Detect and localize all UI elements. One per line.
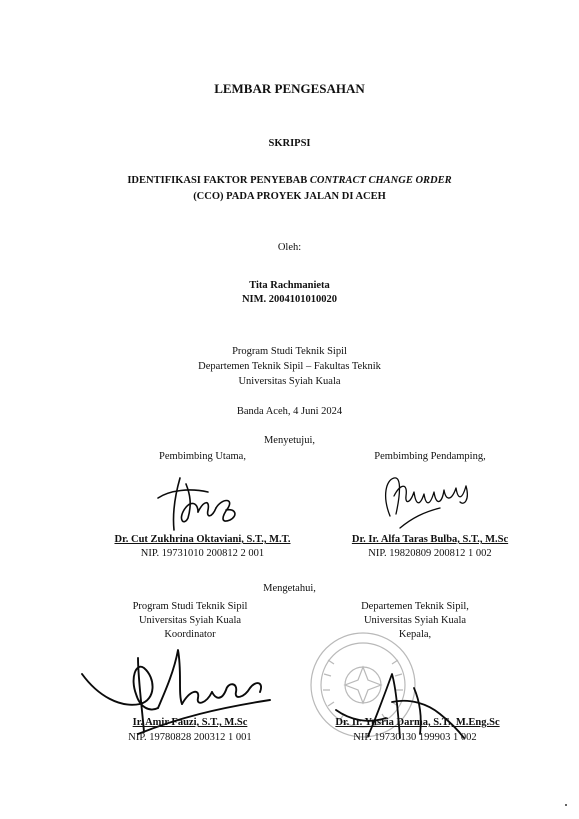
main-supervisor-nip: NIP. 19731010 200812 2 001 (140, 548, 265, 559)
head-department: Departemen Teknik Sipil, (361, 601, 469, 612)
coordinator-nip: NIP. 19780828 200312 1 001 (128, 732, 252, 743)
thesis-title-italic: CONTRACT CHANGE ORDER (309, 175, 452, 186)
head-university: Universitas Syiah Kuala (363, 615, 467, 626)
department-name: Departemen Teknik Sipil – Fakultas Teknik (198, 361, 381, 372)
main-supervisor-block (100, 450, 305, 463)
coordinator-role: Koordinator (164, 629, 216, 640)
head-role: Kepala, (398, 629, 432, 640)
thesis-title-line-2: (CCO) PADA PROYEK JALAN DI ACEH (193, 191, 386, 202)
acknowledgement-label: Mengetahui, (263, 583, 316, 594)
co-supervisor-name: Dr. Ir. Alfa Taras Bulba, S.T., M.Sc (351, 534, 509, 545)
program-name: Program Studi Teknik Sipil (232, 346, 347, 357)
coordinator-name: Ir. Amir Fauzi, S.T., M.Sc (132, 717, 248, 728)
thesis-title-prefix: IDENTIFIKASI FAKTOR PENYEBAB (127, 175, 310, 186)
thesis-title-line-1 (0, 174, 579, 187)
document-type: SKRIPSI (268, 138, 311, 149)
co-supervisor-block (330, 450, 530, 463)
co-supervisor-nip: NIP. 19820809 200812 1 002 (368, 548, 492, 559)
scan-speck (565, 804, 567, 806)
by-label: Oleh: (277, 242, 302, 253)
main-supervisor-role: Pembimbing Utama, (159, 451, 246, 462)
author-name: Tita Rachmanieta (249, 280, 330, 291)
co-supervisor-role: Pembimbing Pendamping, (374, 451, 486, 462)
approval-label: Menyetujui, (263, 435, 316, 446)
place-date: Banda Aceh, 4 Juni 2024 (236, 406, 343, 417)
coordinator-university: Universitas Syiah Kuala (138, 615, 242, 626)
main-supervisor-name: Dr. Cut Zukhrina Oktaviani, S.T., M.T. (114, 534, 291, 545)
signature-cut-zukhrina-icon (150, 470, 245, 535)
signature-alfa-taras-icon (372, 466, 482, 536)
page-title: LEMBAR PENGESAHAN (214, 81, 365, 96)
university-name: Universitas Syiah Kuala (238, 376, 341, 387)
coordinator-program: Program Studi Teknik Sipil (132, 601, 248, 612)
head-nip: NIP. 19730130 199903 1 002 (353, 732, 477, 743)
head-name: Dr. Ir. Yusria Darma, S.T., M.Eng.Sc (335, 717, 500, 728)
author-nim: NIM. 2004101010020 (241, 294, 338, 305)
